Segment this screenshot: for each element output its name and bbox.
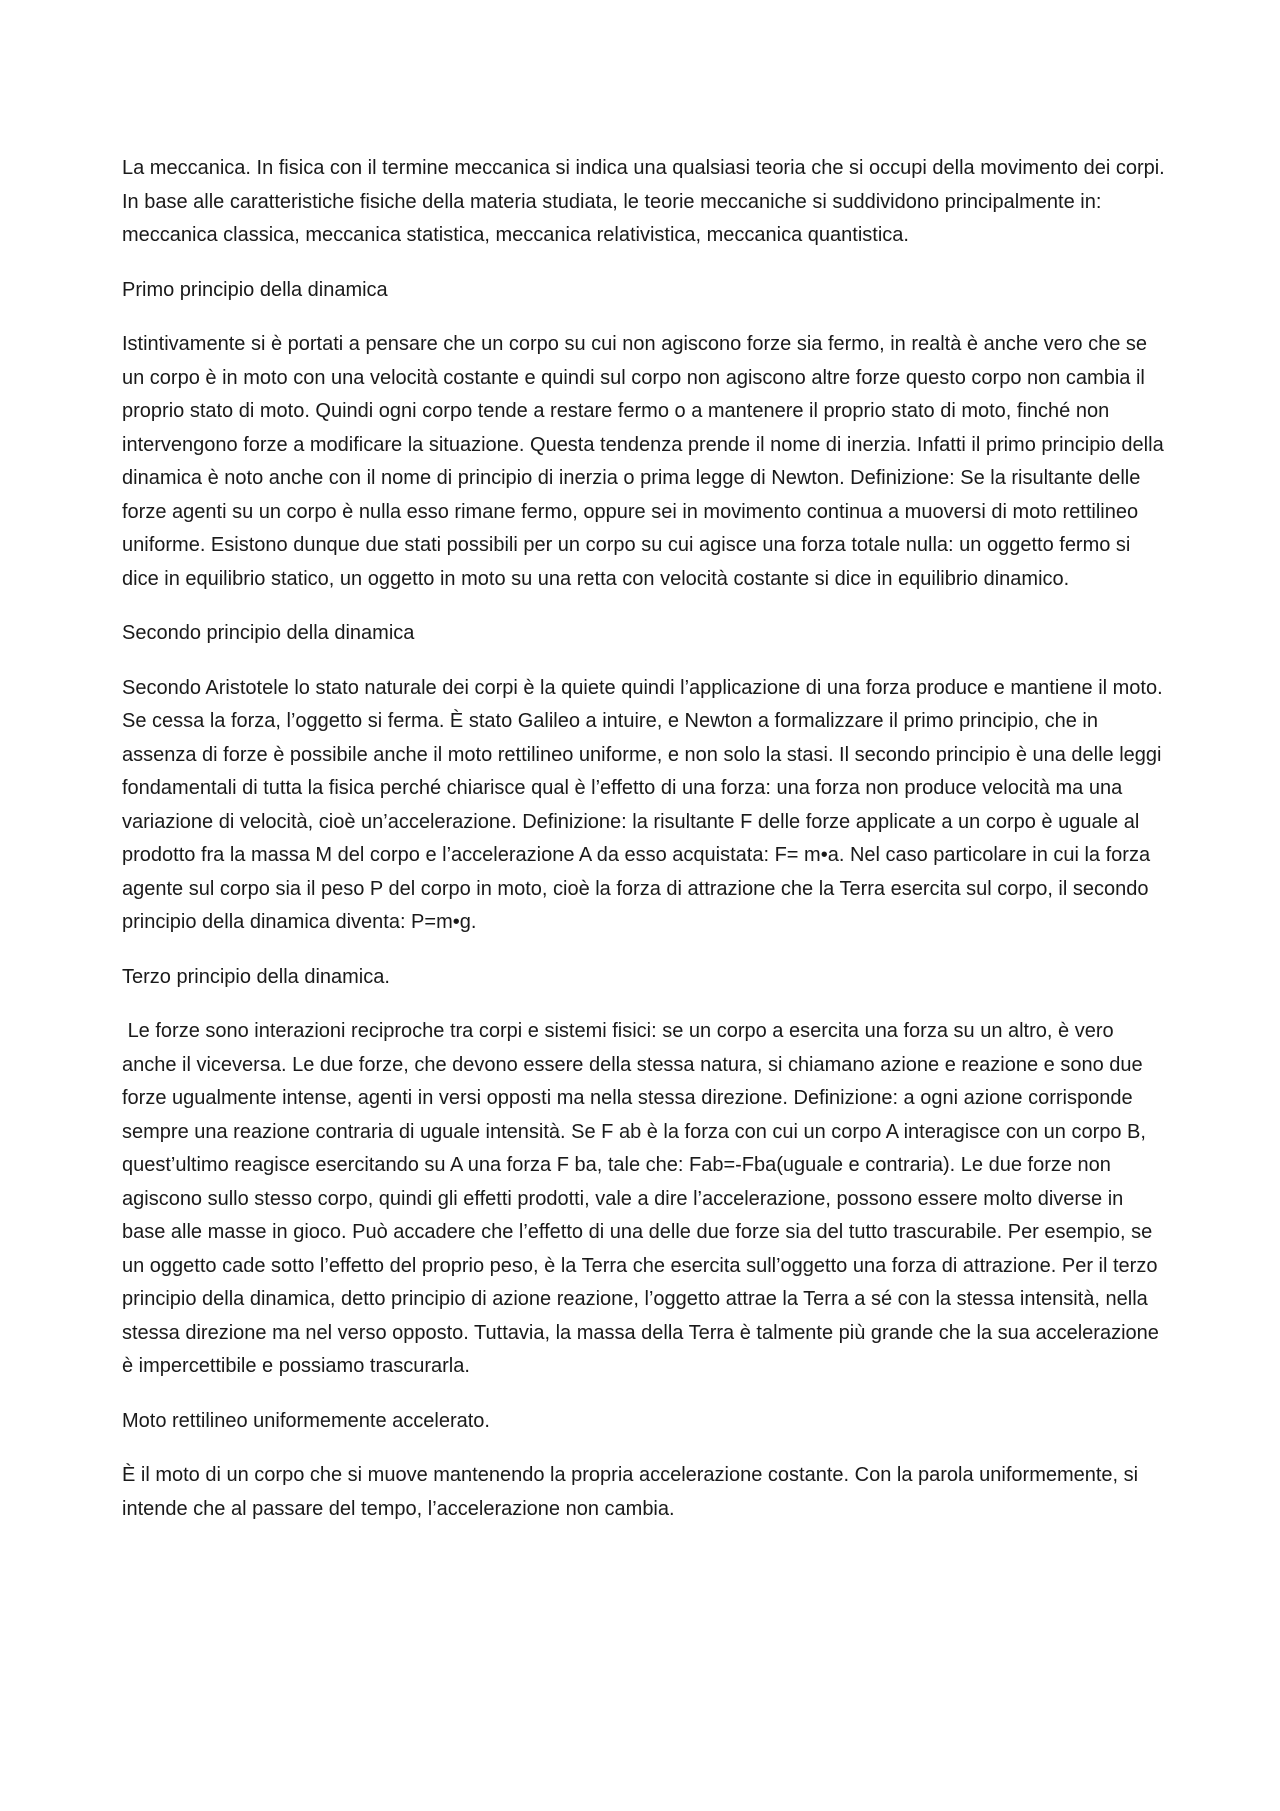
- section-body-primo-principio: Istintivamente si è portati a pensare che un corpo su cui non agiscono forze sia fermo, in realtà è anche vero che se un corpo è in moto con una velocità costante e quindi sul corpo non agiscono altre forze questo corpo non cambia il proprio stato di moto. Quindi ogni corpo tende a restare fermo o a mantenere il proprio stato di moto, finché non intervengono forze a modificare la situazione. Questa tendenza prende il nome di inerzia. Infatti il primo principio della dinamica è noto anche con il nome di principio di inerzia o prima legge di Newton. Definizione: Se la risultante delle forze agenti su un corpo è nulla esso rimane fermo, oppure sei in movimento continua a muoversi di moto rettilineo uniforme. Esistono dunque due stati possibili per un corpo su cui agisce una forza totale nulla: un oggetto fermo si dice in equilibrio statico, un oggetto in moto su una retta con velocità costante si dice in equilibrio dinamico.: [122, 333, 1164, 590]
- section-body-secondo-principio: Secondo Aristotele lo stato naturale dei corpi è la quiete quindi l’applicazione di una forza produce e mantiene il moto. Se cessa la forza, l’oggetto si ferma. È stato Galileo a intuire, e Newton a formalizzare il primo principio, che in assenza di forze è possibile anche il moto rettilineo uniforme, e non solo la stasi. Il secondo principio è una delle leggi fondamentali di tutta la fisica perché chiarisce qual è l’effetto di una forza: una forza non produce velocità ma una variazione di velocità, cioè un’accelerazione. Definizione: la risultante F delle forze applicate a un corpo è uguale al prodotto fra la massa M del corpo e l’accelerazione A da esso acquistata: F= m•a. Nel caso particolare in cui la forza agente sul corpo sia il peso P del corpo in moto, cioè la forza di attrazione che la Terra esercita sul corpo, il secondo principio della dinamica diventa: P=m•g.: [122, 676, 1163, 933]
- document-body: [122, 152, 1172, 1547]
- section-heading-primo-principio: Primo principio della dinamica: [122, 278, 388, 301]
- section-heading-moto-rettilineo: Moto rettilineo uniformemente accelerato.: [122, 1409, 490, 1432]
- section-heading-secondo-principio: Secondo principio della dinamica: [122, 622, 415, 644]
- section-body-terzo-principio: Le forze sono interazioni reciproche tra corpi e sistemi fisici: se un corpo a esercita una forza su un altro, è vero anche il viceversa. Le due forze, che devono essere della stessa natura, si chiamano azione e reazione e sono due forze ugualmente intense, agenti in versi opposti ma nella stessa direzione. Definizione: a ogni azione corrisponde sempre una reazione contraria di uguale intensità. Se F ab è la forza con cui un corpo A interagisce con un corpo B, quest’ultimo reagisce esercitando su A una forza F ba, tale che: Fab=-Fba(uguale e contraria). Le due forze non agiscono sullo stesso corpo, quindi gli effetti prodotti, vale a dire l’accelerazione, possono essere molto diverse in base alle masse in gioco. Può accadere che l’effetto di una delle due forze sia del tutto trascurabile. Per esempio, se un oggetto cade sotto l’effetto del proprio peso, è la Terra che esercita sull’oggetto una forza di attrazione. Per il terzo principio della dinamica, detto principio di azione reazione, l’oggetto attrae la Terra a sé con la stessa intensità, nella stessa direzione ma nel verso opposto. Tuttavia, la massa della Terra è talmente più grande che la sua accelerazione è impercettibile e possiamo trascurarla.: [122, 1020, 1165, 1377]
- section-body-moto-rettilineo: È il moto di un corpo che si muove mantenendo la propria accelerazione costante. Con la parola uniformemente, si intende che al passare del tempo, l’accelerazione non cambia.: [122, 1464, 1139, 1520]
- intro-paragraph: La meccanica. In fisica con il termine meccanica si indica una qualsiasi teoria che si occupi della movimento dei corpi. In base alle caratteristiche fisiche della materia studiata, le teorie meccaniche si suddividono principalmente in: meccanica classica, meccanica statistica, meccanica relativistica, meccanica quantistica.: [122, 157, 1165, 246]
- section-heading-terzo-principio: Terzo principio della dinamica.: [122, 965, 390, 988]
